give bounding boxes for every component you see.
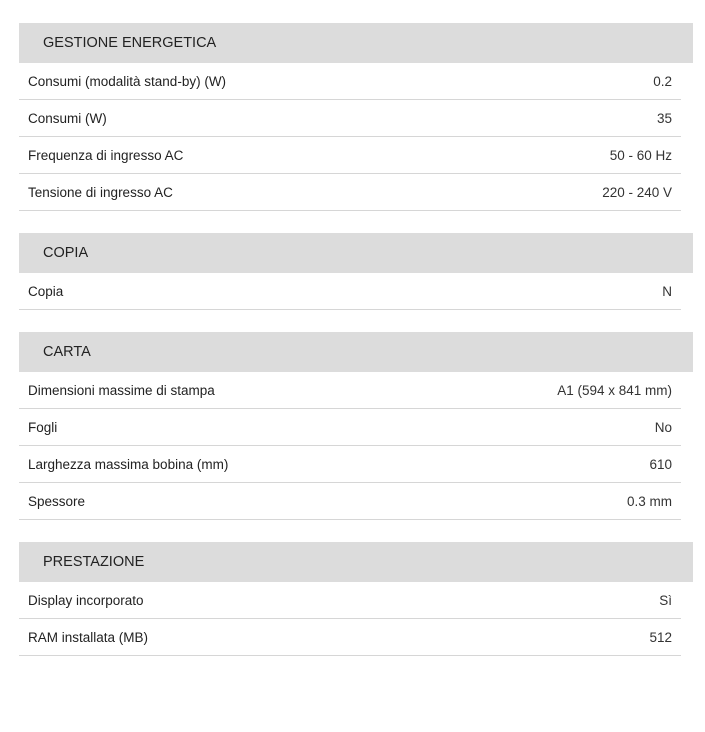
section-header: PRESTAZIONE (19, 542, 693, 582)
spec-row (19, 137, 681, 174)
spec-row (19, 483, 681, 520)
spec-row (19, 63, 681, 100)
spec-row (19, 372, 681, 409)
section-copy (0, 233, 705, 310)
spec-label: Larghezza massima bobina (mm) (28, 456, 229, 472)
spec-label: Spessore (28, 493, 86, 509)
spec-row (19, 619, 681, 656)
spec-value: Sì (659, 592, 672, 608)
spec-value: 220 - 240 V (602, 184, 672, 200)
spec-label: Tensione di ingresso AC (28, 184, 173, 200)
spec-row (19, 582, 681, 619)
spec-value: 35 (656, 110, 672, 126)
section-paper (0, 332, 705, 520)
spec-label: Frequenza di ingresso AC (28, 147, 184, 163)
spec-label: Fogli (28, 419, 58, 435)
spec-value: 0.2 (653, 73, 672, 89)
spec-row (19, 100, 681, 137)
spec-value: 0.3 mm (626, 493, 672, 509)
section-power (0, 23, 705, 211)
spec-value: 610 (649, 456, 672, 472)
spec-label: RAM installata (MB) (28, 629, 149, 645)
spec-value: 512 (649, 629, 672, 645)
section-performance (0, 542, 705, 656)
spec-row (19, 409, 681, 446)
spec-value: 50 - 60 Hz (609, 147, 672, 163)
spec-label: Consumi (modalità stand-by) (W) (28, 73, 227, 89)
spec-value: No (654, 419, 672, 435)
section-header: CARTA (19, 332, 693, 372)
spec-row (19, 273, 681, 310)
spec-value: N (662, 283, 672, 299)
spec-label: Consumi (W) (28, 110, 107, 126)
spec-value: A1 (594 x 841 mm) (557, 382, 672, 398)
spec-row (19, 174, 681, 211)
spec-label: Dimensioni massime di stampa (28, 382, 215, 398)
spec-row (19, 446, 681, 483)
spec-label: Copia (28, 283, 64, 299)
spec-label: Display incorporato (28, 592, 144, 608)
section-header: COPIA (19, 233, 693, 273)
section-header: GESTIONE ENERGETICA (19, 23, 693, 63)
